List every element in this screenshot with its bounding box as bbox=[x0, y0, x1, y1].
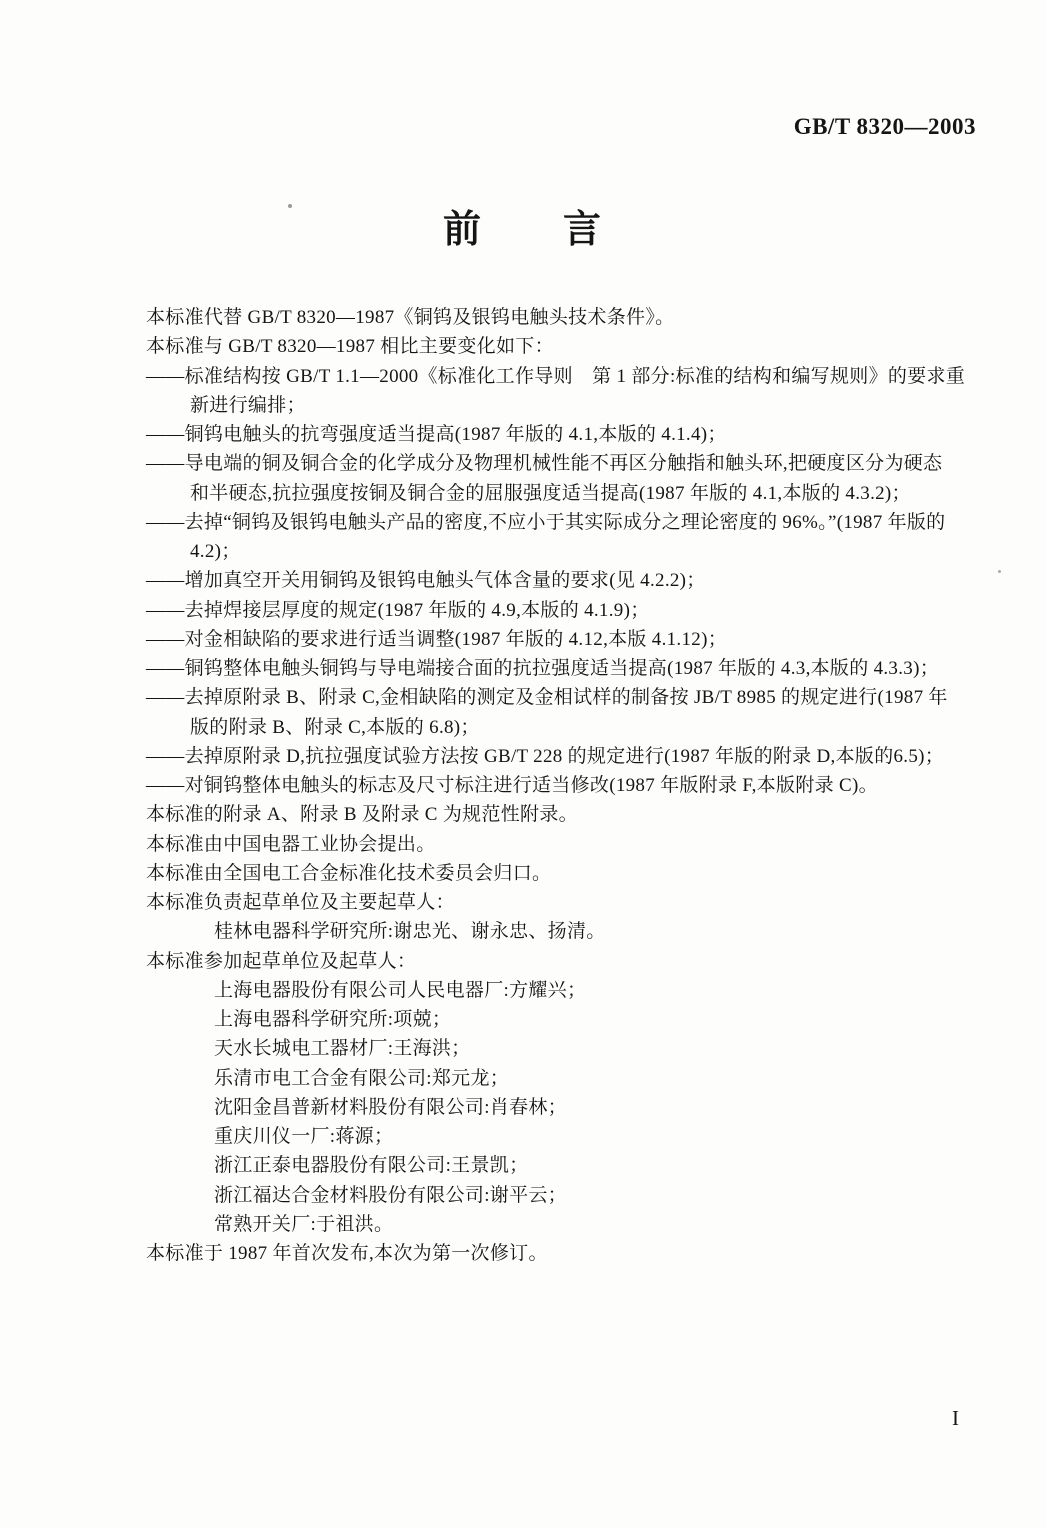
text-line: 本标准由全国电工合金标准化技术委员会归口。 bbox=[146, 862, 552, 884]
text-line: 上海电器科学研究所:项兢； bbox=[214, 1009, 452, 1030]
text-line: 本标准于 1987 年首次发布,本次为第一次修订。 bbox=[146, 1243, 548, 1264]
text-line: 本标准与 GB/T 8320—1987 相比主要变化如下： bbox=[146, 336, 554, 358]
text-line: 上海电器股份有限公司人民电器厂:方耀兴； bbox=[214, 979, 587, 1001]
text-line: ——去掉“铜钨及银钨电触头产品的密度,不应小于其实际成分之理论密度的 96%。”(1987 年版的 bbox=[146, 511, 946, 533]
text-line: 乐清市电工合金有限公司:郑元龙； bbox=[214, 1067, 510, 1089]
standard-code: GB/T 8320—2003 bbox=[793, 114, 976, 139]
text-line: 本标准由中国电器工业协会提出。 bbox=[146, 833, 436, 855]
text-line: ——去掉原附录 B、附录 C,金相缺陷的测定及金相试样的制备按 JB/T 8985 的规定进行(1987 年 bbox=[146, 687, 948, 709]
text-line: ——标准结构按 GB/T 1.1—2000《标准化工作导则 第 1 部分:标准的结构和编写规则》的要求重 bbox=[146, 365, 966, 387]
text-line: ——铜钨整体电触头铜钨与导电端接合面的抗拉强度适当提高(1987 年版的 4.3,本版的 4.3.3)； bbox=[146, 658, 940, 679]
text-line: 新进行编排； bbox=[190, 394, 306, 416]
foreword-content bbox=[146, 303, 996, 1268]
text-line: ——对铜钨整体电触头的标志及尺寸标注进行适当修改(1987 年版附录 F,本版附录 C)。 bbox=[146, 775, 878, 796]
text-line: 天水长城电工器材厂:王海洪； bbox=[214, 1038, 471, 1060]
text-line: 版的附录 B、附录 C,本版的 6.8)； bbox=[190, 716, 480, 738]
text-line: 4.2)； bbox=[190, 541, 241, 562]
text-line: ——去掉焊接层厚度的规定(1987 年版的 4.9,本版的 4.1.9)； bbox=[146, 599, 650, 621]
text-line: 浙江正泰电器股份有限公司:王景凯； bbox=[214, 1155, 529, 1177]
text-line: 桂林电器科学研究所:谢忠光、谢永忠、扬清。 bbox=[214, 921, 606, 943]
text-line: 沈阳金昌普新材料股份有限公司:肖春林； bbox=[214, 1096, 567, 1118]
text-line: 本标准参加起草单位及起草人： bbox=[146, 950, 417, 972]
page-number: I bbox=[952, 1406, 960, 1430]
text-line: 本标准的附录 A、附录 B 及附录 C 为规范性附录。 bbox=[146, 804, 578, 826]
text-line: ——导电端的铜及铜合金的化学成分及物理机械性能不再区分触指和触头环,把硬度区分为硬态 bbox=[146, 453, 943, 475]
text-line: ——增加真空开关用铜钨及银钨电触头气体含量的要求(见 4.2.2)； bbox=[146, 570, 706, 592]
text-line: 本标准负责起草单位及主要起草人： bbox=[146, 892, 455, 913]
text-line: ——去掉原附录 D,抗拉强度试验方法按 GB/T 228 的规定进行(1987 年版的附录 D,本版的6.5)； bbox=[146, 745, 945, 767]
text-line: 重庆川仪一厂:蒋源； bbox=[214, 1126, 394, 1147]
text-line: 和半硬态,抗拉强度按铜及铜合金的屈服强度适当提高(1987 年版的 4.1,本版的 4.3.2)； bbox=[190, 482, 911, 504]
text-line: 本标准代替 GB/T 8320—1987《铜钨及银钨电触头技术条件》。 bbox=[146, 307, 675, 328]
page-title: 前 言 bbox=[442, 209, 603, 251]
text-line: ——铜钨电触头的抗弯强度适当提高(1987 年版的 4.1,本版的 4.1.4)； bbox=[146, 424, 727, 445]
scan-speck bbox=[288, 204, 292, 208]
text-line: ——对金相缺陷的要求进行适当调整(1987 年版的 4.12,本版 4.1.12)； bbox=[146, 628, 728, 650]
text-line: 常熟开关厂:于祖洪。 bbox=[214, 1213, 394, 1235]
text-line: 浙江福达合金材料股份有限公司:谢平云； bbox=[214, 1184, 567, 1206]
scan-speck bbox=[998, 570, 1001, 573]
